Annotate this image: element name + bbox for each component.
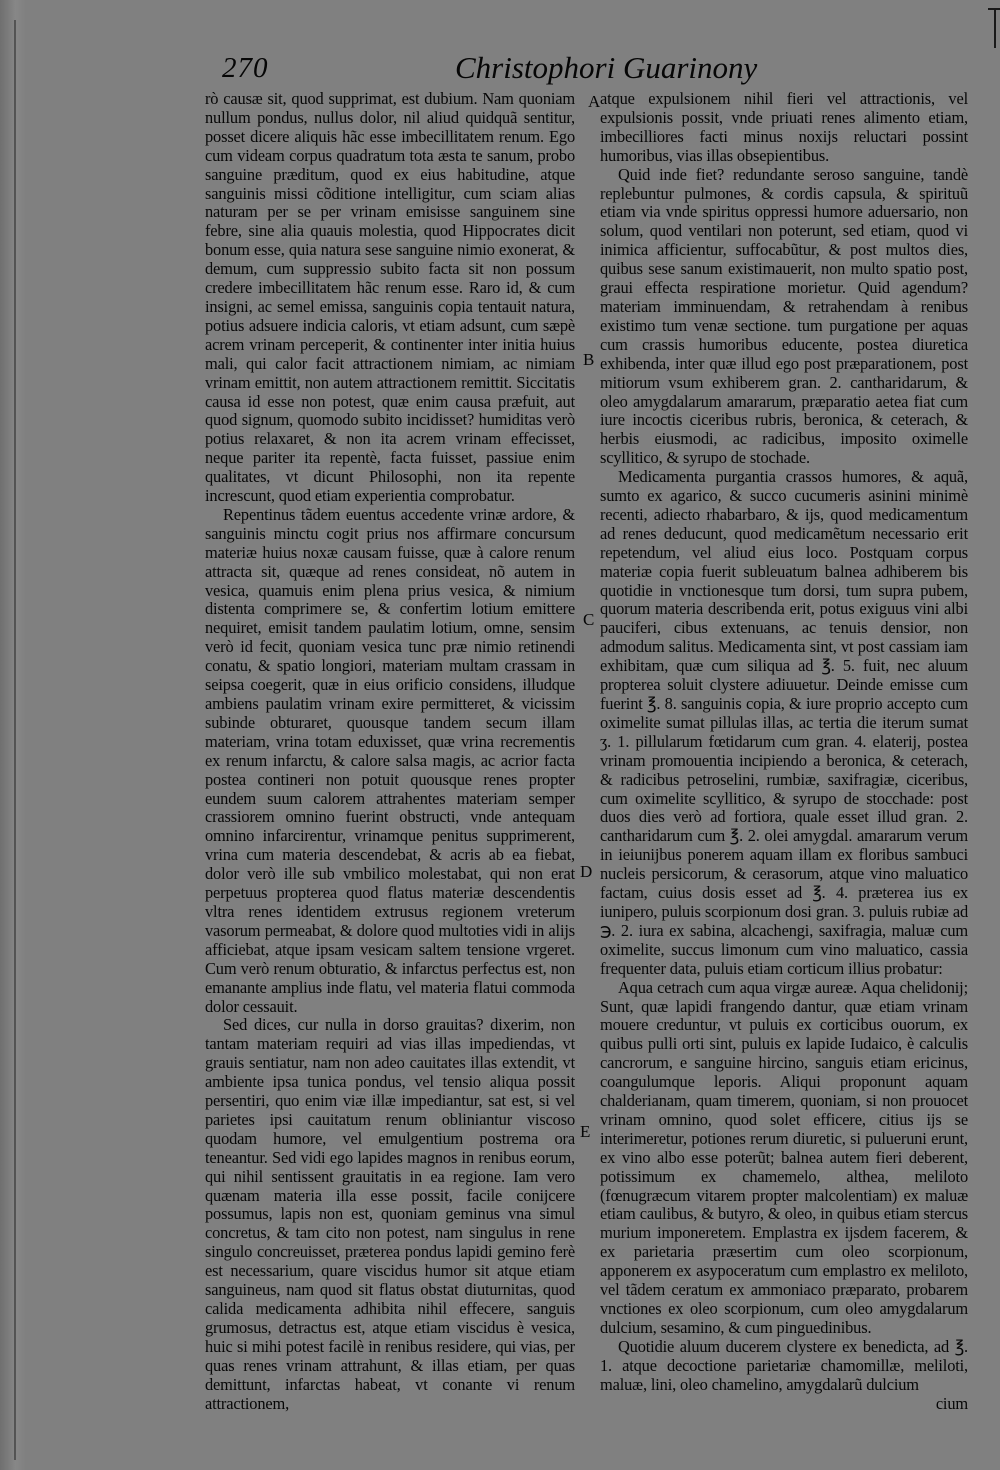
left-paragraph: Sed dices, cur nulla in dorso grauitas? dixerim, non tantam materiam requiri ad vias illas impediendas, vt grauis sentiatur, nam non adeo cauitates illas extendit, vt ambiente ipsa tunica pondus, vel tensio aliqua possit persentiri, quo enim viæ illæ impediantur, sat est, si vel parietes ipsi cauitatum renum obliniantur viscoso quodam humore, vel emulgentium postrema ora teneantur. Sed vidi ego lapides magnos in renibus eorum, qui nihil sentissent grauitatis in ea regione. Iam vero quænam materia illa esse possit, facile conijcere possumus, lapis non est, quoniam geminus vna simul concretus, & tam cito non potest, nam singulus in rene singulo concreuisset, præterea pondus lapidi gemino ferè est necessarium, quare viscidus humor sit atque etiam sanguineus, nam quod sit flatus obstat diuturnitas, quod calida medicamenta adhibita nihil effecere, sanguis grumosus, detractus est, atque etiam viscidus è vesica, huic si mihi potest facilè in renibus residere, qui vias, per quas renes vrinam attrahunt, & illas etiam, per quas demittunt, infarctas habeat, vt conante vi renum attractionem,: [205, 1015, 575, 1413]
binding-gutter: [0, 0, 26, 1470]
margin-marker-b: B: [583, 350, 595, 369]
corner-mark: [994, 8, 996, 48]
left-paragraph: Repentinus tãdem euentus accedente vrinæ ardore, & sanguinis minctu cogit prius nos affirmare concursum materiæ huius noxæ causam fuisse, quæ à calore renum attracta sit, quæque ad renes consideat, nõ autem in vesica, quamuis enim plena prius vesica, & nimium distenta comprimere se, & confertim lotium emittere nequiret, emisit tandem paulatim lotium, omne, sensim verò id fecit, quoniam vesica tunc præ nimio retinendi conatu, & spatio longiori, materiam multam crassam in seipsa coegerit, quæ in eius orificio considens, illudque ambiens paulatim vrinam exire permitteret, & vicissim subinde obturaret, quousque tandem secum illam materiam, vrina totam eduxisset, quæ vrina recrementis ex renum infarctu, & calore salsa magis, ac acrior facta postea contineri non potuit quousque renes propter eundem suum calorem attrahentes materiam semper crassiorem omnino fuerint obstructi, vnde antequam omnino infarcirentur, vrinamque penitus supprimerent, vrina cum materia descendebat, & acris ab ea fiebat, dolor verò ille sub vmbilico molestabat, qui non erat perpetuus propterea quod flatus materiæ descendentis vltra renes identidem extrusus regionem vreterum vasorum permeabat, & dolore quod multoties vidi in alijs afficiebat, atque ipsam vesicam saltem tensione vrgeret. Cum verò renum obturatio, & infarctus perfectus est, non emanante amplius inde flatu, vel materia flatui commoda dolor cessauit.: [205, 504, 575, 1016]
gutter-rule: [14, 20, 16, 1460]
right-paragraph: Medicamenta purgantia crassos humores, & aquã, sumto ex agarico, & succo cucumeris asinini minimè recenti, adiecto rhabarbaro, & ijs, quod medicamentum ad renes deducunt, quod medicamẽtum necessario erit repetendum, vel aliud eius loco. Postquam corpus materiæ copia fuerit subleuatum balnea adhiberem bis quotidie in vnctionesque tum dorsi, tum supra pubem, quorum materia describenda erit, potus exiguus vini albi pauciferi, cibus extenuans, ac tenuis densior, non admodum salitus. Medicamenta sint, vt post cassiam iam exhibitam, quæ cum siliqua ad ℥. 5. fuit, nec aluum propterea soluit clystere adiuuetur. Deinde emisse cum fuerint ℥. 8. sanguinis copia, & iure proprio accepto cum oximelite sumat pillulas illas, ac tertia die iterum sumat ʒ. 1. pillularum fœtidarum cum gran. 4. elaterij, postea vrinam promouentia incipiendo a beronica, & ceterach, & radicibus petroselini, rumbiæ, saxifragiæ, ciceribus, cum oximelite scyllitico, & syrupo de stocchade: post duos dies verò ad fortiora, quale esset illud gran. 2. cantharidarum cum ℥. 2. olei amygdal. amararum verum in ieiunijbus ponerem aquam illam ex floribus sambuci nucleis persicorum, & cerasorum, atque vino maluatico factam, cuius dosis esset ad ℥. 4. præterea ius ex iunipero, puluis scorpionum dosi gran. 3. puluis rubiæ ad ℈. 2. iura ex sabina, alcachengi, saxifragia, maluæ cum oximelite, succus limonum cum vino maluatico, cassia frequenter data, puluis etiam corticum illius probatur:: [600, 467, 968, 978]
right-paragraph: Aqua cetrach cum aqua virgæ aureæ. Aqua chelidonij; Sunt, quæ lapidi frangendo dantur, quæ etiam vrinam mouere creduntur, vt puluis ex corticibus ouorum, ex quibus pulli orti sint, puluis ex lapide Iudaico, è calculis cancrorum, e sanguine hircino, sanguis etiam ericinus, coangulumque leporis. Aliqui proponunt aquam chalderianam, quam timerem, quoniam, si non prouocet vrinam omnino, quod solet efficere, citius ijs se interimeretur, potiones rerum diuretic, si pulueruni erunt, ex vino albo esse poterũt; balnea autem fieri deberent, potissimum ex chamemelo, althea, meliloto (fœnugræcum vitarem propter malcolentiam) ex maluæ etiam caulibus, & butyro, & oleo, in quibus etiam stercus murium imponeretem. Emplastra ex ijsdem facerem, & ex parietaria præsertim cum oleo scorpionum, apponerem ex asypoceratum cum emplastro ex meliloto, vel tãdem ceratum ex ammoniaco præparato, probarem vnctiones ex oleo scorpionum, cum oleo amygdalarum dulcium, sesamino, & cum pinguedinibus.: [600, 977, 968, 1337]
catchword: cium: [935, 1393, 968, 1413]
left-paragraph: rò causæ sit, quod supprimat, est dubium. Nam quoniam nullum pondus, nullus dolor, nil aliud quidquã sentitur, posset dicere aliquis hãc esse imbecillitatem renum. Ego cum videam corpus quadratum tota æsta te sanum, probo sanguine præditum, quod ex eius habitudine, atque sanguinis missi cõditione intelligitur, cum sciam alias naturam per se per vrinam emisisse sanguinem sine febre, sine alia quauis molestia, quod Hippocrates dicit bonum esse, quia natura sese sanguine nimio exonerat, & demum, cum suppressio subito facta sit non possum credere imbecillitatem hãc renum esse. Raro id, & cum insigni, ac semel emissa, sanguinis copia tentauit natura, potius adsuere indicia caloris, vt etiam adsunt, cum sæpè acrem vrinam perceperit, & continenter inter initia huius mali, qui calor facit attractionem nimiam, ac nimiam vrinam emittit, non autem attractionem remittit. Siccitatis causa id esse non potest, quæ enim causa præfuit, aut quod signum, quomodo subito incidisset? humiditas verò potius relaxaret, & non ita acrem vrinam effecisset, neque pariter ita repentè, facta fuisset, passiue enim qualitates, vt dicunt Philosophi, non ita repente increscunt, quod etiam experientia comprobatur.: [205, 89, 575, 506]
margin-marker-e: E: [580, 1122, 591, 1141]
left-column: [205, 90, 575, 1413]
right-paragraph: Quid inde fiet? redundante seroso sanguine, tandè replebuntur pulmones, & cordis capsula, & spirituũ etiam via vnde spiritus oppressi humore aduersario, non solum, quod ventilari non poterunt, sed etiam, quod vi inimica afficientur, suffocabũtur, & post multos dies, quibus sese sanum existimauerit, non multo spatio post, graui effecta respiratione morietur. Quid agendum? materiam imminuendam, & retrahendam à renibus existimo tum venæ sectione. tum purgatione per aquas cum crassis humoribus educente, postea diuretica exhibenda, inter quæ illud ego post præparationem, post mitiorum vsum exhiberem gran. 2. cantharidarum, & oleo amygdalarum amararum, præparatio aetea fiat cum iure incoctis ciceribus rubris, beronica, & ceterach, & herbis eiusmodi, ac radicibus, imposito oximelle scyllitico, & syrupo de stochade.: [600, 164, 968, 468]
page-number: 270: [222, 52, 269, 84]
right-column: [600, 90, 968, 1413]
right-paragraph: atque expulsionem nihil fieri vel attractionis, vel expulsionis possit, vnde priuati renes alimento etiam, imbecilliores facti minus noxijs reluctari possint humoribus, vias illas obsepientibus.: [600, 89, 968, 165]
right-paragraph: Quotidie aluum ducerem clystere ex benedicta, ad ℥. 1. atque decoctione parietariæ chamomillæ, meliloti, maluæ, lini, oleo chamelino, amygdalarũ dulcium: [600, 1336, 968, 1394]
margin-marker-c: C: [583, 610, 595, 629]
margin-marker-d: D: [580, 862, 593, 881]
margin-marker-a: A: [588, 92, 601, 111]
running-head: Christophori Guarinony: [455, 50, 758, 85]
